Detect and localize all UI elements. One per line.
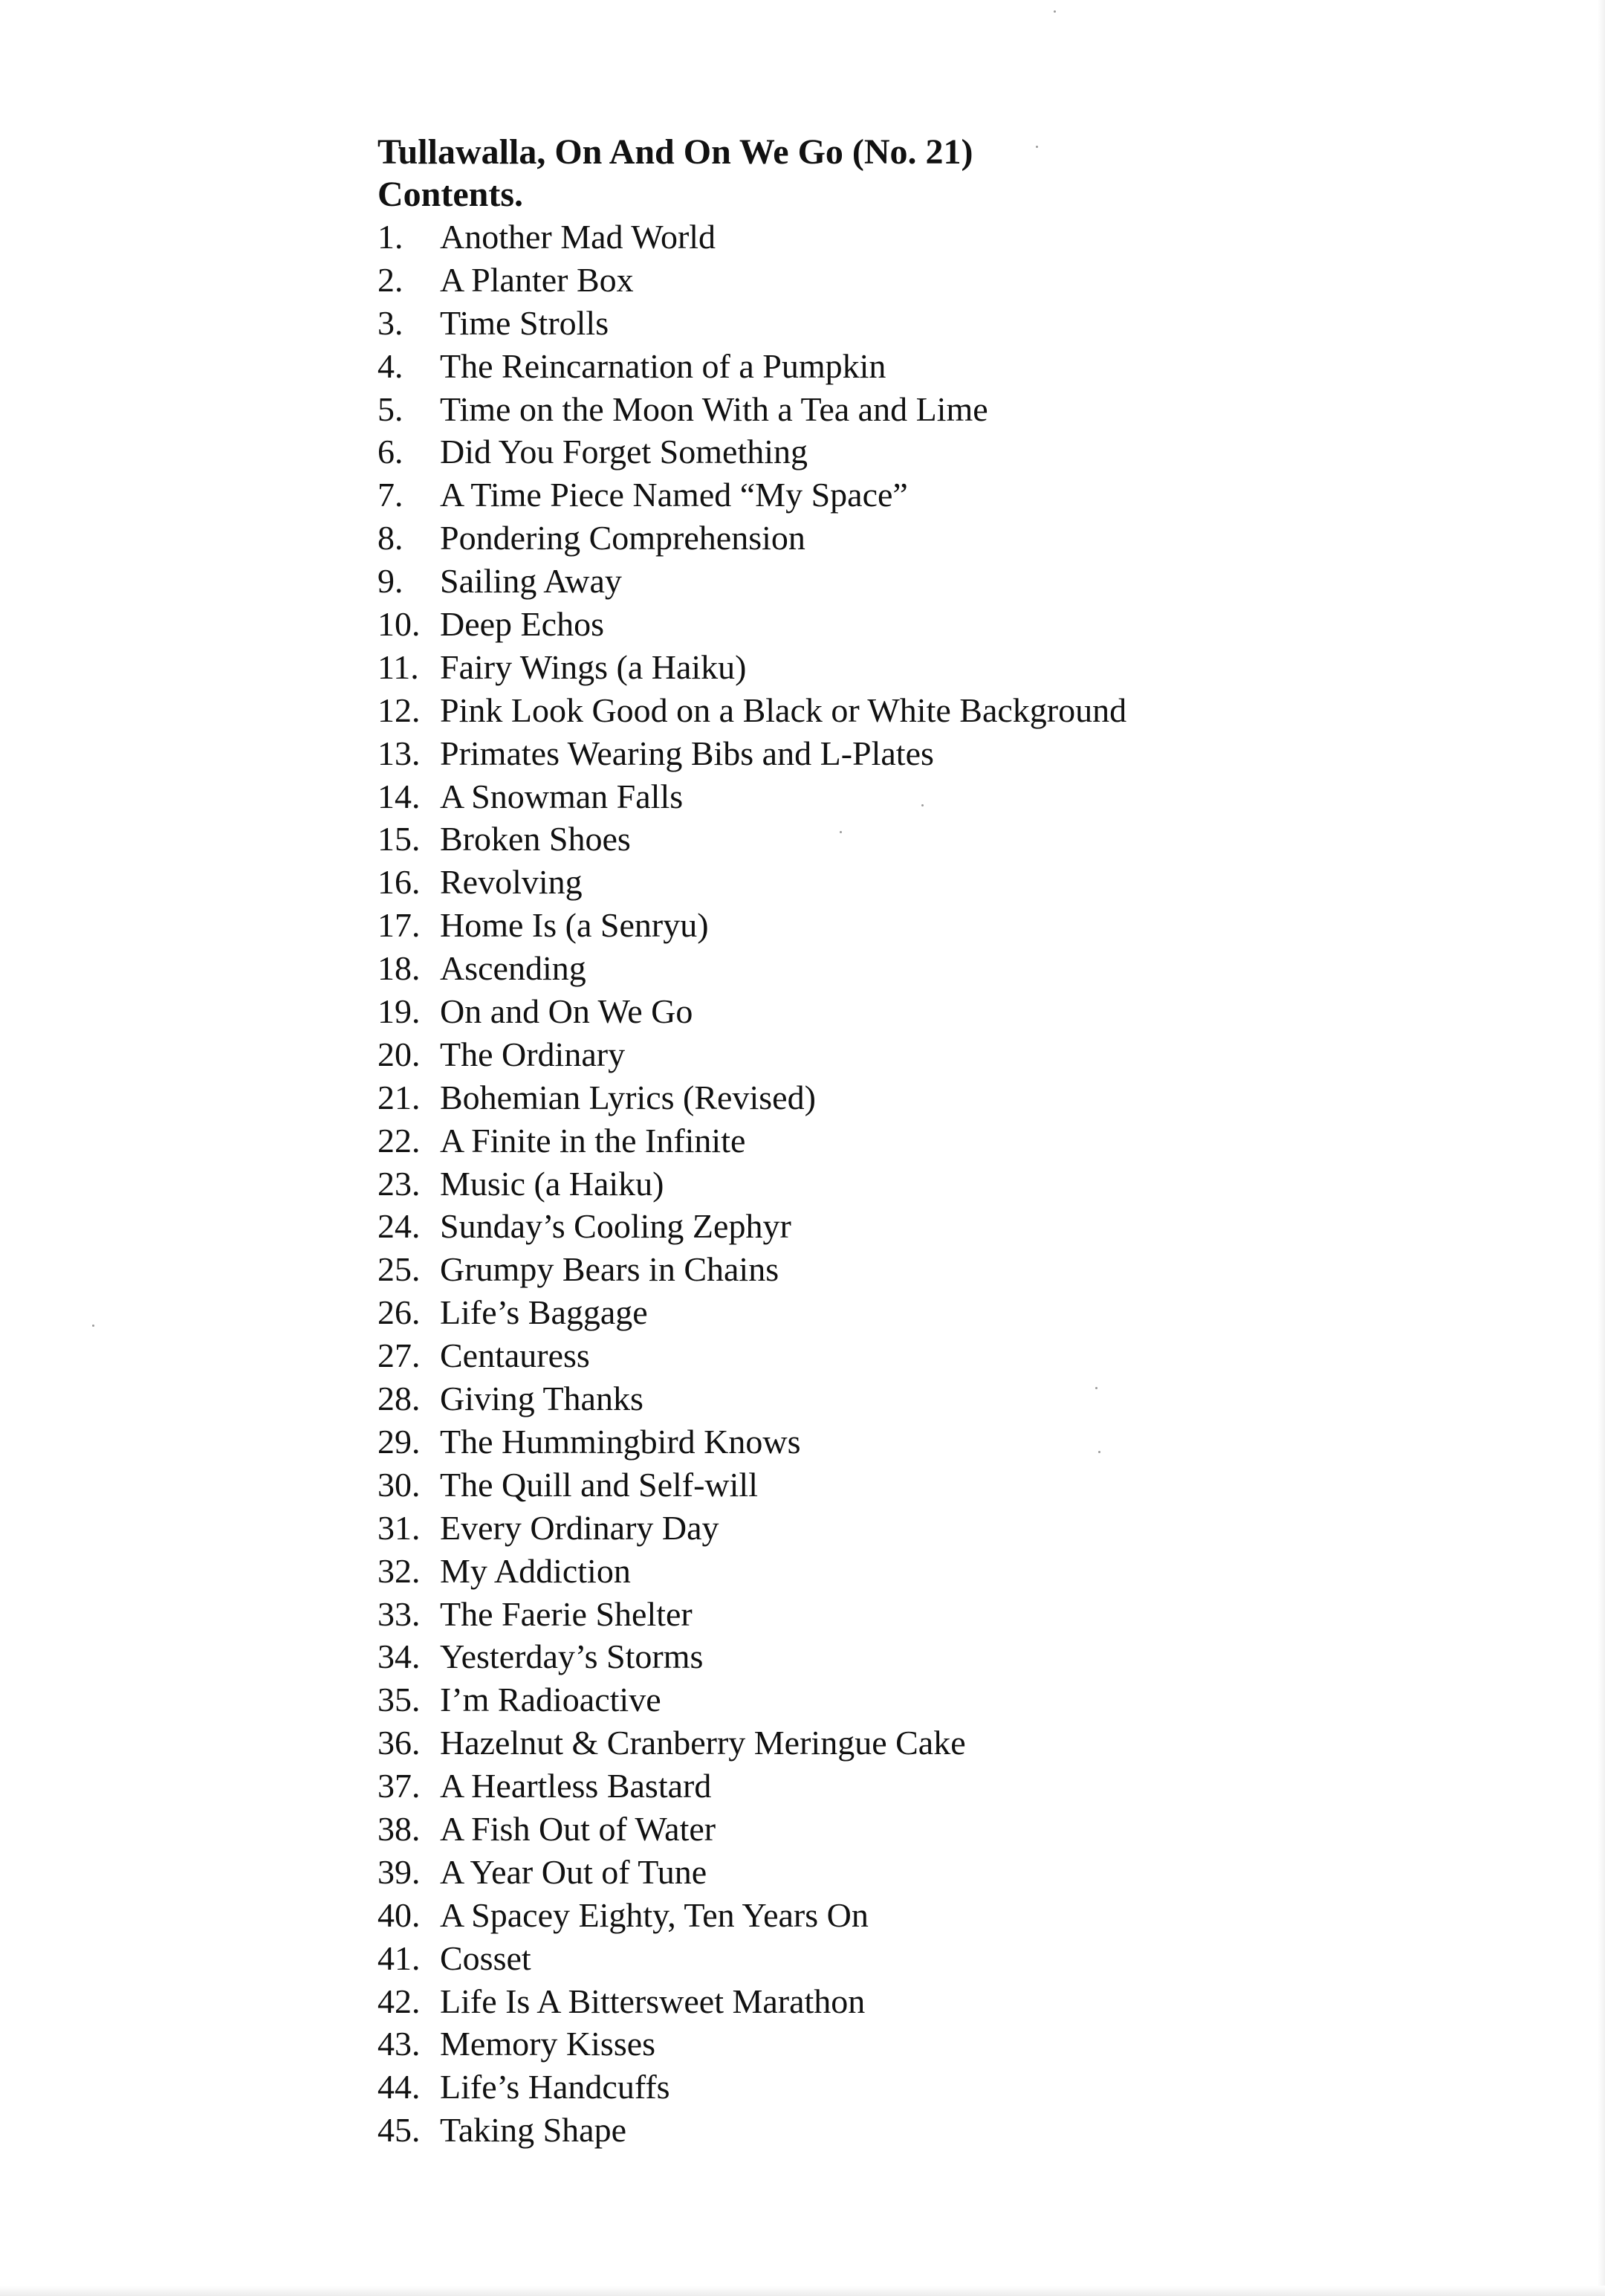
document-title: Tullawalla, On And On We Go (No. 21) bbox=[377, 132, 973, 172]
contents-item bbox=[377, 216, 1492, 259]
contents-item-title: Life’s Handcuffs bbox=[440, 2068, 670, 2106]
contents-item-title: Bohemian Lyrics (Revised) bbox=[440, 1078, 816, 1116]
contents-item-title: The Hummingbird Knows bbox=[440, 1422, 801, 1461]
contents-item-number: 45. bbox=[377, 2111, 421, 2150]
contents-item-number: 11. bbox=[377, 647, 419, 686]
scan-speck bbox=[1054, 10, 1056, 13]
contents-item-title: Centauress bbox=[440, 1336, 590, 1375]
contents-item bbox=[377, 947, 1492, 990]
contents-item bbox=[377, 1550, 1492, 1593]
contents-item-title: A Time Piece Named “My Space” bbox=[440, 476, 908, 514]
contents-item-number: 10. bbox=[377, 605, 421, 644]
contents-item-title: The Ordinary bbox=[440, 1035, 626, 1073]
contents-item-title: A Year Out of Tune bbox=[440, 1852, 707, 1891]
contents-item-title: Revolving bbox=[440, 863, 583, 902]
contents-item-number: 17. bbox=[377, 906, 421, 945]
contents-item bbox=[377, 560, 1492, 603]
contents-item bbox=[377, 1980, 1492, 2023]
contents-item bbox=[377, 689, 1492, 732]
contents-page bbox=[377, 131, 1492, 2152]
contents-item-title: Sunday’s Cooling Zephyr bbox=[440, 1207, 791, 1246]
page-edge-right bbox=[1598, 0, 1605, 2296]
contents-item-title: Time Strolls bbox=[440, 303, 609, 342]
contents-item-title: Yesterday’s Storms bbox=[440, 1637, 704, 1676]
contents-item-number: 29. bbox=[377, 1422, 421, 1461]
contents-item bbox=[377, 603, 1492, 646]
contents-item-number: 9. bbox=[377, 562, 403, 601]
contents-item-number: 34. bbox=[377, 1637, 421, 1676]
contents-item-number: 43. bbox=[377, 2025, 421, 2063]
page-edge-bottom bbox=[0, 2286, 1605, 2296]
contents-item-number: 6. bbox=[377, 433, 403, 471]
contents-item-title: Life’s Baggage bbox=[440, 1293, 648, 1332]
contents-item-number: 28. bbox=[377, 1380, 421, 1418]
contents-item bbox=[377, 259, 1492, 302]
contents-item-number: 38. bbox=[377, 1809, 421, 1848]
contents-item-title: On and On We Go bbox=[440, 992, 693, 1031]
contents-item-title: Primates Wearing Bibs and L-Plates bbox=[440, 734, 934, 772]
contents-item-number: 5. bbox=[377, 389, 403, 428]
contents-item-title: Another Mad World bbox=[440, 218, 716, 256]
contents-item bbox=[377, 775, 1492, 818]
contents-item-number: 36. bbox=[377, 1724, 421, 1762]
contents-item bbox=[377, 1507, 1492, 1550]
contents-item bbox=[377, 388, 1492, 431]
contents-item-number: 15. bbox=[377, 820, 421, 858]
contents-item bbox=[377, 1635, 1492, 1678]
contents-item-number: 31. bbox=[377, 1508, 421, 1547]
contents-item-number: 41. bbox=[377, 1938, 421, 1977]
contents-item-number: 19. bbox=[377, 992, 421, 1031]
contents-item-title: Memory Kisses bbox=[440, 2025, 656, 2063]
contents-item-number: 1. bbox=[377, 218, 403, 256]
contents-item-number: 40. bbox=[377, 1895, 421, 1934]
scan-speck bbox=[92, 1325, 94, 1327]
contents-item-number: 14. bbox=[377, 777, 421, 815]
contents-item bbox=[377, 1808, 1492, 1851]
contents-item-title: The Quill and Self-will bbox=[440, 1465, 758, 1504]
contents-heading: Contents. bbox=[377, 175, 524, 214]
contents-item-number: 24. bbox=[377, 1207, 421, 1246]
contents-item-number: 42. bbox=[377, 1982, 421, 2020]
contents-item-title: Pondering Comprehension bbox=[440, 519, 805, 557]
contents-item bbox=[377, 1119, 1492, 1162]
contents-item-title: Life Is A Bittersweet Marathon bbox=[440, 1982, 866, 2020]
contents-item-title: Music (a Haiku) bbox=[440, 1164, 664, 1203]
contents-item bbox=[377, 517, 1492, 560]
contents-item bbox=[377, 430, 1492, 473]
contents-item-number: 35. bbox=[377, 1681, 421, 1719]
contents-item-title: A Spacey Eighty, Ten Years On bbox=[440, 1895, 869, 1934]
contents-item-title: Pink Look Good on a Black or White Background bbox=[440, 691, 1127, 729]
contents-item-title: Deep Echos bbox=[440, 605, 604, 644]
contents-item bbox=[377, 1464, 1492, 1507]
contents-item bbox=[377, 904, 1492, 947]
contents-item bbox=[377, 2109, 1492, 2152]
contents-item-number: 18. bbox=[377, 949, 421, 988]
contents-item-number: 7. bbox=[377, 476, 403, 514]
contents-item-title: Time on the Moon With a Tea and Lime bbox=[440, 389, 988, 428]
contents-item-title: Cosset bbox=[440, 1938, 531, 1977]
contents-item-number: 27. bbox=[377, 1336, 421, 1375]
contents-item-title: Hazelnut & Cranberry Meringue Cake bbox=[440, 1724, 966, 1762]
contents-item-title: A Snowman Falls bbox=[440, 777, 684, 815]
contents-item-title: A Planter Box bbox=[440, 260, 634, 299]
contents-item-number: 32. bbox=[377, 1551, 421, 1590]
contents-item bbox=[377, 1291, 1492, 1334]
contents-item bbox=[377, 2066, 1492, 2109]
contents-item bbox=[377, 990, 1492, 1033]
contents-item-number: 8. bbox=[377, 519, 403, 557]
contents-item-title: A Fish Out of Water bbox=[440, 1809, 716, 1848]
contents-item bbox=[377, 302, 1492, 345]
contents-item bbox=[377, 1076, 1492, 1119]
contents-item-number: 4. bbox=[377, 346, 403, 385]
contents-item bbox=[377, 1033, 1492, 1076]
contents-item-title: The Faerie Shelter bbox=[440, 1594, 693, 1633]
contents-item-title: Did You Forget Something bbox=[440, 433, 808, 471]
contents-item-number: 44. bbox=[377, 2068, 421, 2106]
contents-item-number: 21. bbox=[377, 1078, 421, 1116]
contents-item bbox=[377, 1593, 1492, 1636]
contents-item-title: Grumpy Bears in Chains bbox=[440, 1250, 779, 1289]
contents-item-title: Sailing Away bbox=[440, 562, 622, 601]
contents-item-number: 23. bbox=[377, 1164, 421, 1203]
contents-item bbox=[377, 1248, 1492, 1291]
contents-item-number: 20. bbox=[377, 1035, 421, 1073]
contents-item bbox=[377, 1937, 1492, 1980]
contents-item bbox=[377, 1894, 1492, 1937]
contents-item bbox=[377, 345, 1492, 388]
contents-item-title: I’m Radioactive bbox=[440, 1681, 661, 1719]
contents-item-title: A Heartless Bastard bbox=[440, 1767, 712, 1805]
contents-item-number: 39. bbox=[377, 1852, 421, 1891]
contents-item-title: My Addiction bbox=[440, 1551, 631, 1590]
contents-item-number: 16. bbox=[377, 863, 421, 902]
contents-item-title: The Reincarnation of a Pumpkin bbox=[440, 346, 886, 385]
contents-item-title: Ascending bbox=[440, 949, 586, 988]
contents-item-number: 12. bbox=[377, 691, 421, 729]
contents-item-number: 37. bbox=[377, 1767, 421, 1805]
contents-item-number: 26. bbox=[377, 1293, 421, 1332]
contents-item-number: 22. bbox=[377, 1121, 421, 1160]
contents-item bbox=[377, 1851, 1492, 1894]
contents-item bbox=[377, 473, 1492, 517]
contents-item bbox=[377, 1721, 1492, 1765]
contents-item-title: Home Is (a Senryu) bbox=[440, 906, 709, 945]
contents-item bbox=[377, 861, 1492, 904]
contents-item bbox=[377, 1420, 1492, 1464]
contents-item bbox=[377, 646, 1492, 689]
contents-item-number: 3. bbox=[377, 303, 403, 342]
contents-item-title: Taking Shape bbox=[440, 2111, 627, 2150]
contents-item bbox=[377, 2022, 1492, 2066]
contents-item bbox=[377, 1205, 1492, 1248]
contents-item-title: Giving Thanks bbox=[440, 1380, 643, 1418]
contents-item-title: Broken Shoes bbox=[440, 820, 631, 858]
contents-item-number: 2. bbox=[377, 260, 403, 299]
contents-item-number: 30. bbox=[377, 1465, 421, 1504]
contents-item bbox=[377, 1162, 1492, 1206]
contents-item bbox=[377, 1678, 1492, 1721]
contents-item-number: 25. bbox=[377, 1250, 421, 1289]
contents-item bbox=[377, 1377, 1492, 1420]
contents-item bbox=[377, 1334, 1492, 1377]
contents-item-title: A Finite in the Infinite bbox=[440, 1121, 746, 1160]
contents-item-number: 13. bbox=[377, 734, 421, 772]
contents-item bbox=[377, 818, 1492, 861]
contents-list bbox=[377, 216, 1492, 2152]
contents-item bbox=[377, 1765, 1492, 1808]
contents-item bbox=[377, 732, 1492, 775]
contents-item-number: 33. bbox=[377, 1594, 421, 1633]
contents-item-title: Fairy Wings (a Haiku) bbox=[440, 647, 747, 686]
contents-item-title: Every Ordinary Day bbox=[440, 1508, 719, 1547]
